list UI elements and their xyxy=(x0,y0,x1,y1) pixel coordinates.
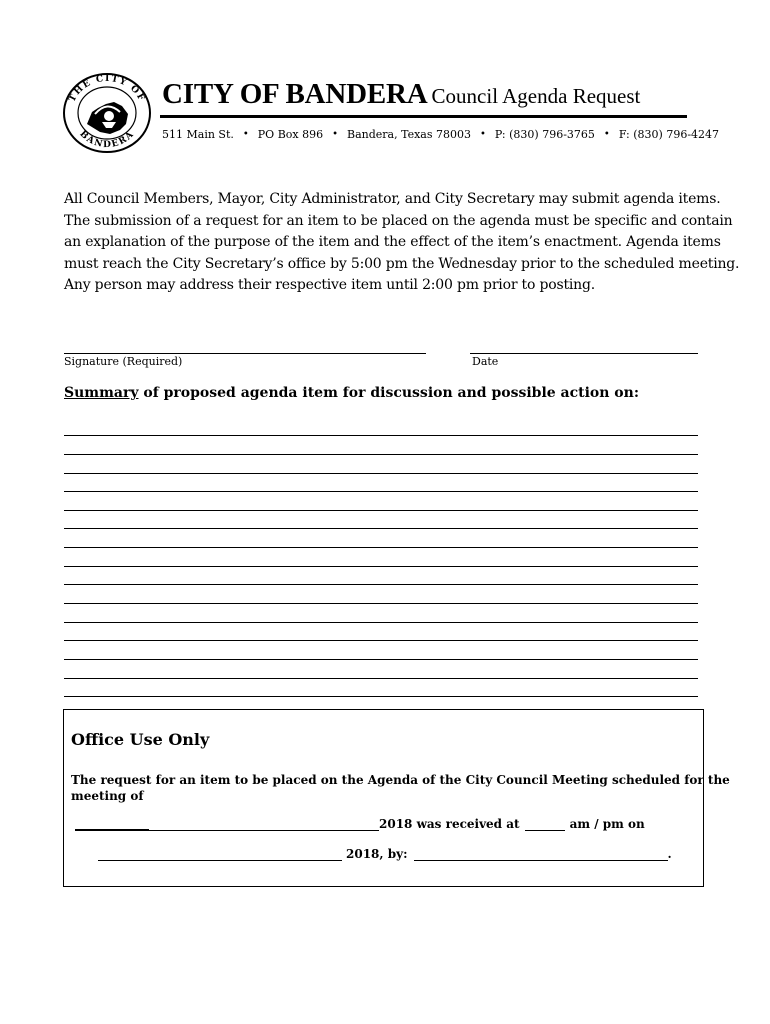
title-main: CITY OF BANDERA xyxy=(162,78,428,110)
bullet-icon: • xyxy=(332,129,339,140)
address-line xyxy=(162,128,719,141)
address-city: Bandera, Texas 78003 xyxy=(347,128,471,141)
signature-label: Signature (Required) xyxy=(64,355,183,368)
summary-line[interactable] xyxy=(64,678,698,679)
address-phone: P: (830) 796-3765 xyxy=(494,128,595,141)
intro-paragraph xyxy=(64,189,740,297)
summary-line[interactable] xyxy=(64,622,698,623)
summary-line[interactable] xyxy=(64,454,698,455)
intro-line: The submission of a request for an item to be placed on the agenda must be specific and contain xyxy=(64,212,733,229)
summary-line[interactable] xyxy=(64,473,698,474)
seal-text-top: THE CITY OF xyxy=(67,73,147,104)
intro-line: All Council Members, Mayor, City Administrator, and City Secretary may submit agenda items. xyxy=(64,191,721,207)
signature-field[interactable] xyxy=(64,353,426,354)
seal-text-bottom: BANDERA xyxy=(77,129,137,151)
title-divider xyxy=(160,115,687,118)
period: . xyxy=(667,847,672,861)
office-use-text-line: The request for an item to be placed on the Agenda of the City Council Meeting scheduled for the xyxy=(71,773,730,787)
summary-line[interactable] xyxy=(64,584,698,585)
address-po-box: PO Box 896 xyxy=(257,128,324,141)
intro-line: an explanation of the purpose of the item and the effect of the item’s enactment. Agenda items xyxy=(64,234,721,250)
date-field[interactable] xyxy=(470,353,698,354)
meeting-date-field[interactable] xyxy=(149,818,379,831)
summary-line[interactable] xyxy=(64,491,698,492)
received-by-row xyxy=(98,847,672,861)
office-use-box xyxy=(63,709,730,887)
address-street: 511 Main St. xyxy=(162,128,234,141)
summary-line[interactable] xyxy=(64,528,698,529)
city-seal-icon xyxy=(62,72,152,154)
office-use-title: Office Use Only xyxy=(71,730,210,749)
office-use-text xyxy=(71,772,730,804)
summary-line[interactable] xyxy=(64,659,698,660)
summary-heading-rest: of proposed agenda item for discussion and possible action on: xyxy=(138,385,639,401)
summary-line[interactable] xyxy=(64,435,698,436)
address-fax: F: (830) 796-4247 xyxy=(618,128,720,141)
bullet-icon: • xyxy=(480,129,486,140)
bullet-icon: • xyxy=(603,129,610,140)
received-date-field[interactable] xyxy=(98,848,342,861)
summary-line[interactable] xyxy=(64,547,698,548)
received-by-field[interactable] xyxy=(414,848,668,861)
year-by-text: 2018, by: xyxy=(346,847,408,861)
received-row xyxy=(75,817,645,831)
page-title xyxy=(162,78,640,111)
summary-line[interactable] xyxy=(64,510,698,511)
summary-heading xyxy=(64,385,639,401)
summary-line[interactable] xyxy=(64,640,698,641)
received-text: 2018 was received at xyxy=(379,817,520,831)
office-use-text-line: meeting of xyxy=(71,789,144,803)
summary-heading-underlined: Summary xyxy=(64,385,139,401)
summary-line[interactable] xyxy=(64,566,698,567)
intro-line: Any person may address their respective item until 2:00 pm prior to posting. xyxy=(64,277,595,293)
summary-line[interactable] xyxy=(64,696,698,697)
intro-line: must reach the City Secretary’s office by 5:00 pm the Wednesday prior to the scheduled meeting. xyxy=(64,255,740,272)
ampm-text: am / pm on xyxy=(569,817,645,831)
title-subtitle: Council Agenda Request xyxy=(431,84,641,108)
city-seal xyxy=(62,72,152,154)
received-time-field[interactable] xyxy=(525,818,565,831)
bullet-icon: • xyxy=(242,129,249,140)
svg-text:THE CITY OF xyxy=(68,74,147,104)
meeting-month-field[interactable] xyxy=(75,817,149,831)
summary-line[interactable] xyxy=(64,603,698,604)
date-label: Date xyxy=(472,355,499,368)
